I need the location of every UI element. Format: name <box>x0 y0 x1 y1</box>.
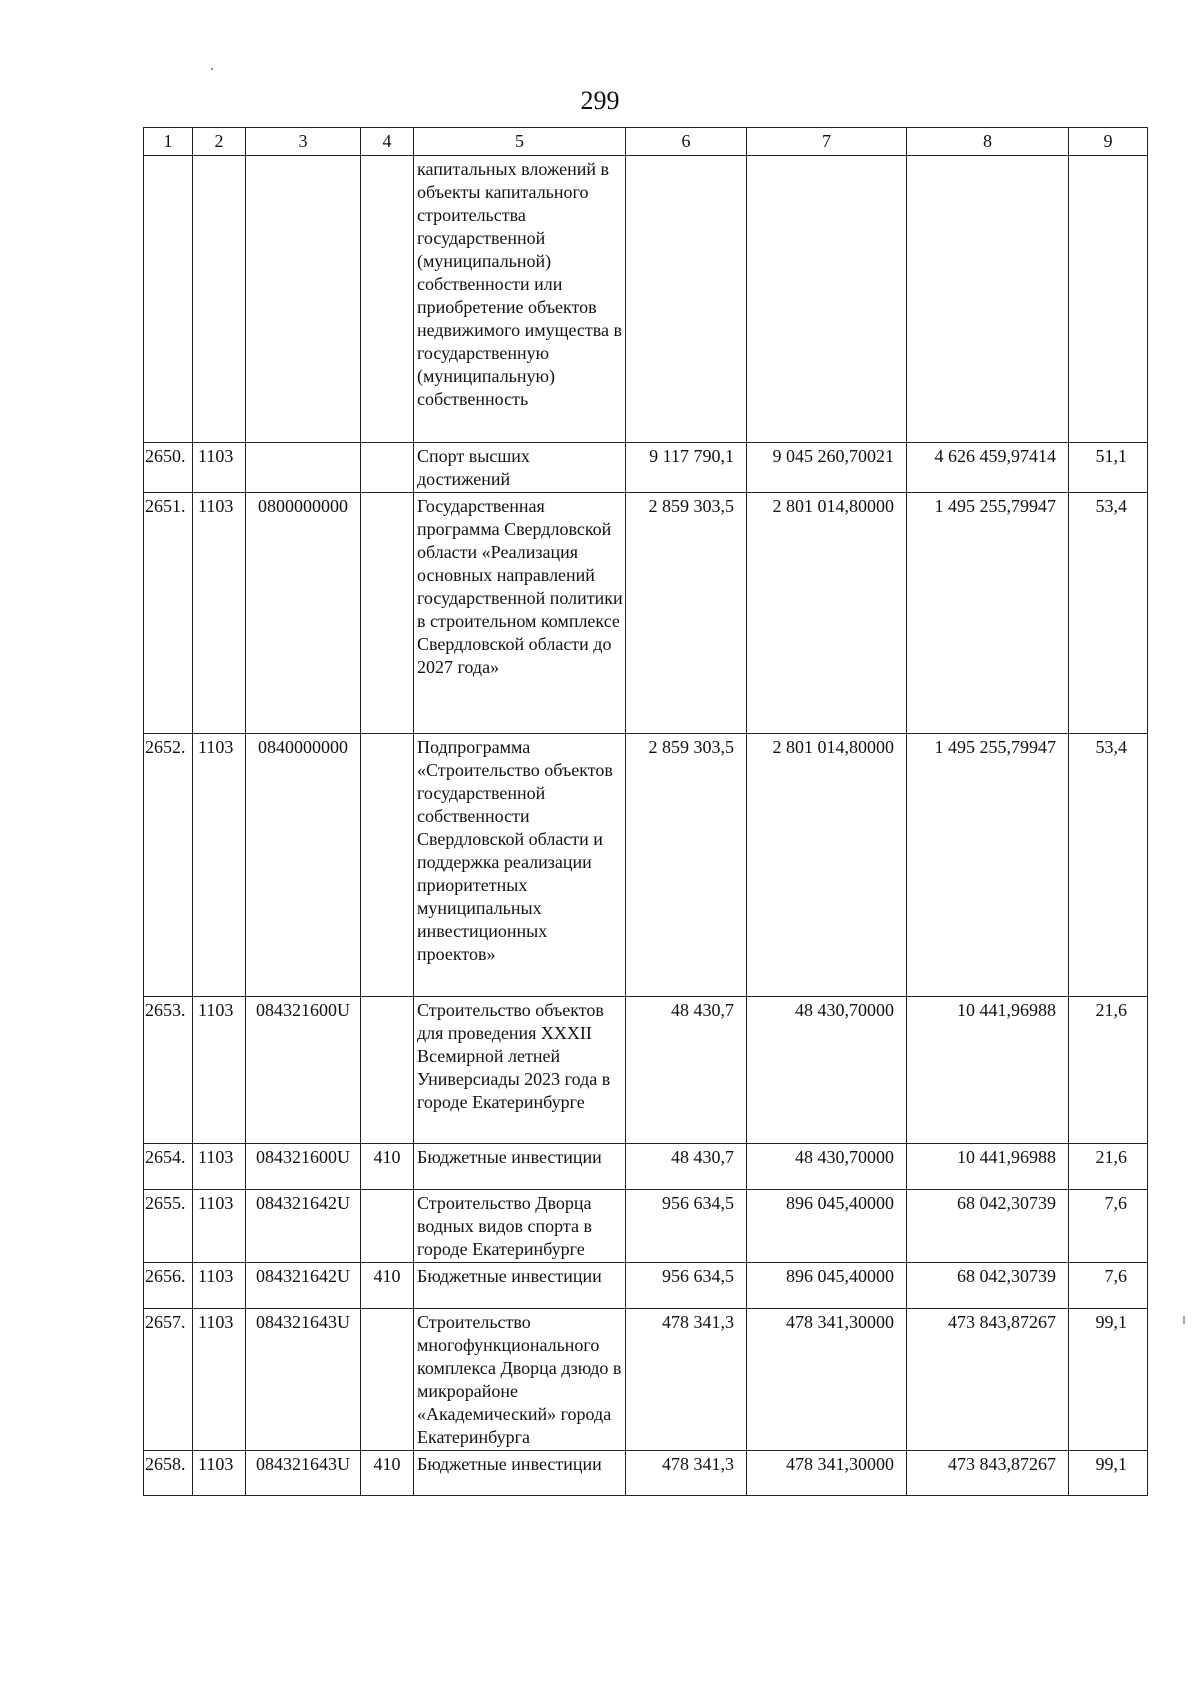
column-number: 9 <box>1069 128 1148 156</box>
refined-amount-cell: 896 045,40000 <box>747 1263 907 1309</box>
approved-amount-cell: 956 634,5 <box>626 1190 747 1263</box>
approved-amount-cell: 956 634,5 <box>626 1263 747 1309</box>
execution-percent-cell: 53,4 <box>1069 734 1148 997</box>
page-number: 299 <box>580 86 620 115</box>
item-name-cell: Бюджетные инвестиции <box>414 1144 626 1190</box>
section-code-cell: 1103 <box>193 734 246 997</box>
item-name-cell: Бюджетные инвестиции <box>414 1263 626 1309</box>
executed-amount-cell: 4 626 459,97414 <box>907 443 1069 493</box>
section-code-cell: 1103 <box>193 1309 246 1451</box>
expense-type-cell: 410 <box>361 1144 414 1190</box>
execution-percent-cell: 99,1 <box>1069 1451 1148 1496</box>
execution-percent-cell: 21,6 <box>1069 1144 1148 1190</box>
expense-type-cell <box>361 156 414 443</box>
section-code-cell: 1103 <box>193 997 246 1144</box>
item-name-cell: Спорт высших достижений <box>414 443 626 493</box>
refined-amount-cell: 2 801 014,80000 <box>747 734 907 997</box>
approved-amount-cell <box>626 156 747 443</box>
target-article-cell <box>246 443 361 493</box>
section-code-cell: 1103 <box>193 1263 246 1309</box>
executed-amount-cell <box>907 156 1069 443</box>
row-number-cell: 2650. <box>144 443 193 493</box>
execution-percent-cell: 21,6 <box>1069 997 1148 1144</box>
column-number: 3 <box>246 128 361 156</box>
table-row <box>144 443 1148 493</box>
refined-amount-cell: 478 341,30000 <box>747 1309 907 1451</box>
target-article-cell: 084321643U <box>246 1309 361 1451</box>
column-number: 5 <box>414 128 626 156</box>
expense-type-cell <box>361 1190 414 1263</box>
row-number-cell <box>144 156 193 443</box>
expense-type-cell <box>361 493 414 734</box>
execution-percent-cell <box>1069 156 1148 443</box>
item-name-cell: Строительство объектов для проведения XXXII Всемирной летней Универсиады 2023 года в городе Екатеринбурге <box>414 997 626 1144</box>
table-row <box>144 1451 1148 1496</box>
refined-amount-cell: 48 430,70000 <box>747 997 907 1144</box>
executed-amount-cell: 1 495 255,79947 <box>907 734 1069 997</box>
expense-type-cell <box>361 997 414 1144</box>
approved-amount-cell: 48 430,7 <box>626 997 747 1144</box>
table-row <box>144 493 1148 734</box>
approved-amount-cell: 478 341,3 <box>626 1451 747 1496</box>
column-number: 7 <box>747 128 907 156</box>
item-name-cell: Строительство многофункционального комплекса Дворца дзюдо в микрорайоне «Академический» города Екатеринбурга <box>414 1309 626 1451</box>
approved-amount-cell: 478 341,3 <box>626 1309 747 1451</box>
column-number: 8 <box>907 128 1069 156</box>
section-code-cell: 1103 <box>193 493 246 734</box>
target-article-cell: 084321600U <box>246 997 361 1144</box>
executed-amount-cell: 68 042,30739 <box>907 1263 1069 1309</box>
execution-percent-cell: 53,4 <box>1069 493 1148 734</box>
row-number-cell: 2654. <box>144 1144 193 1190</box>
executed-amount-cell: 473 843,87267 <box>907 1309 1069 1451</box>
column-number: 6 <box>626 128 747 156</box>
expense-type-cell: 410 <box>361 1263 414 1309</box>
executed-amount-cell: 1 495 255,79947 <box>907 493 1069 734</box>
section-code-cell: 1103 <box>193 443 246 493</box>
target-article-cell: 0800000000 <box>246 493 361 734</box>
section-code-cell: 1103 <box>193 1144 246 1190</box>
execution-percent-cell: 99,1 <box>1069 1309 1148 1451</box>
refined-amount-cell: 9 045 260,70021 <box>747 443 907 493</box>
column-number: 1 <box>144 128 193 156</box>
item-name-cell: Подпрограмма «Строительство объектов государственной собственности Свердловской области и поддержка реализации приоритетных муниципальных инвестиционных проектов» <box>414 734 626 997</box>
execution-percent-cell: 51,1 <box>1069 443 1148 493</box>
row-number-cell: 2651. <box>144 493 193 734</box>
column-number: 2 <box>193 128 246 156</box>
execution-percent-cell: 7,6 <box>1069 1263 1148 1309</box>
column-number: 4 <box>361 128 414 156</box>
table-row <box>144 1263 1148 1309</box>
row-number-cell: 2658. <box>144 1451 193 1496</box>
expense-type-cell <box>361 734 414 997</box>
target-article-cell: 084321642U <box>246 1263 361 1309</box>
item-name-cell: Строительство Дворца водных видов спорта в городе Екатеринбурге <box>414 1190 626 1263</box>
scan-speck <box>1183 1316 1185 1324</box>
executed-amount-cell: 473 843,87267 <box>907 1451 1069 1496</box>
approved-amount-cell: 9 117 790,1 <box>626 443 747 493</box>
target-article-cell: 084321642U <box>246 1190 361 1263</box>
refined-amount-cell: 478 341,30000 <box>747 1451 907 1496</box>
table-row <box>144 734 1148 997</box>
target-article-cell: 084321643U <box>246 1451 361 1496</box>
section-code-cell: 1103 <box>193 1451 246 1496</box>
row-number-cell: 2657. <box>144 1309 193 1451</box>
row-number-cell: 2656. <box>144 1263 193 1309</box>
executed-amount-cell: 10 441,96988 <box>907 1144 1069 1190</box>
refined-amount-cell: 48 430,70000 <box>747 1144 907 1190</box>
table-row <box>144 1144 1148 1190</box>
row-number-cell: 2655. <box>144 1190 193 1263</box>
target-article-cell <box>246 156 361 443</box>
row-number-cell: 2652. <box>144 734 193 997</box>
item-name-cell: Бюджетные инвестиции <box>414 1451 626 1496</box>
approved-amount-cell: 2 859 303,5 <box>626 734 747 997</box>
expense-type-cell: 410 <box>361 1451 414 1496</box>
approved-amount-cell: 2 859 303,5 <box>626 493 747 734</box>
section-code-cell <box>193 156 246 443</box>
refined-amount-cell: 2 801 014,80000 <box>747 493 907 734</box>
column-number-row <box>144 128 1148 156</box>
executed-amount-cell: 10 441,96988 <box>907 997 1069 1144</box>
target-article-cell: 0840000000 <box>246 734 361 997</box>
item-name-cell: Государственная программа Свердловской области «Реализация основных направлений государственной политики в строительном комплексе Свердловской области до 2027 года» <box>414 493 626 734</box>
table-body <box>144 128 1148 1496</box>
table-row <box>144 156 1148 443</box>
expense-type-cell <box>361 1309 414 1451</box>
executed-amount-cell: 68 042,30739 <box>907 1190 1069 1263</box>
target-article-cell: 084321600U <box>246 1144 361 1190</box>
refined-amount-cell: 896 045,40000 <box>747 1190 907 1263</box>
row-number-cell: 2653. <box>144 997 193 1144</box>
section-code-cell: 1103 <box>193 1190 246 1263</box>
item-name-cell: капитальных вложений в объекты капитального строительства государственной (муниципальной) собственности или приобретение объектов недвижимого имущества в государственную (муниципальную) собственность <box>414 156 626 443</box>
budget-table <box>143 127 1148 1496</box>
table-row <box>144 1190 1148 1263</box>
table-row <box>144 1309 1148 1451</box>
table-row <box>144 997 1148 1144</box>
scan-speck <box>211 68 213 70</box>
expense-type-cell <box>361 443 414 493</box>
execution-percent-cell: 7,6 <box>1069 1190 1148 1263</box>
refined-amount-cell <box>747 156 907 443</box>
approved-amount-cell: 48 430,7 <box>626 1144 747 1190</box>
